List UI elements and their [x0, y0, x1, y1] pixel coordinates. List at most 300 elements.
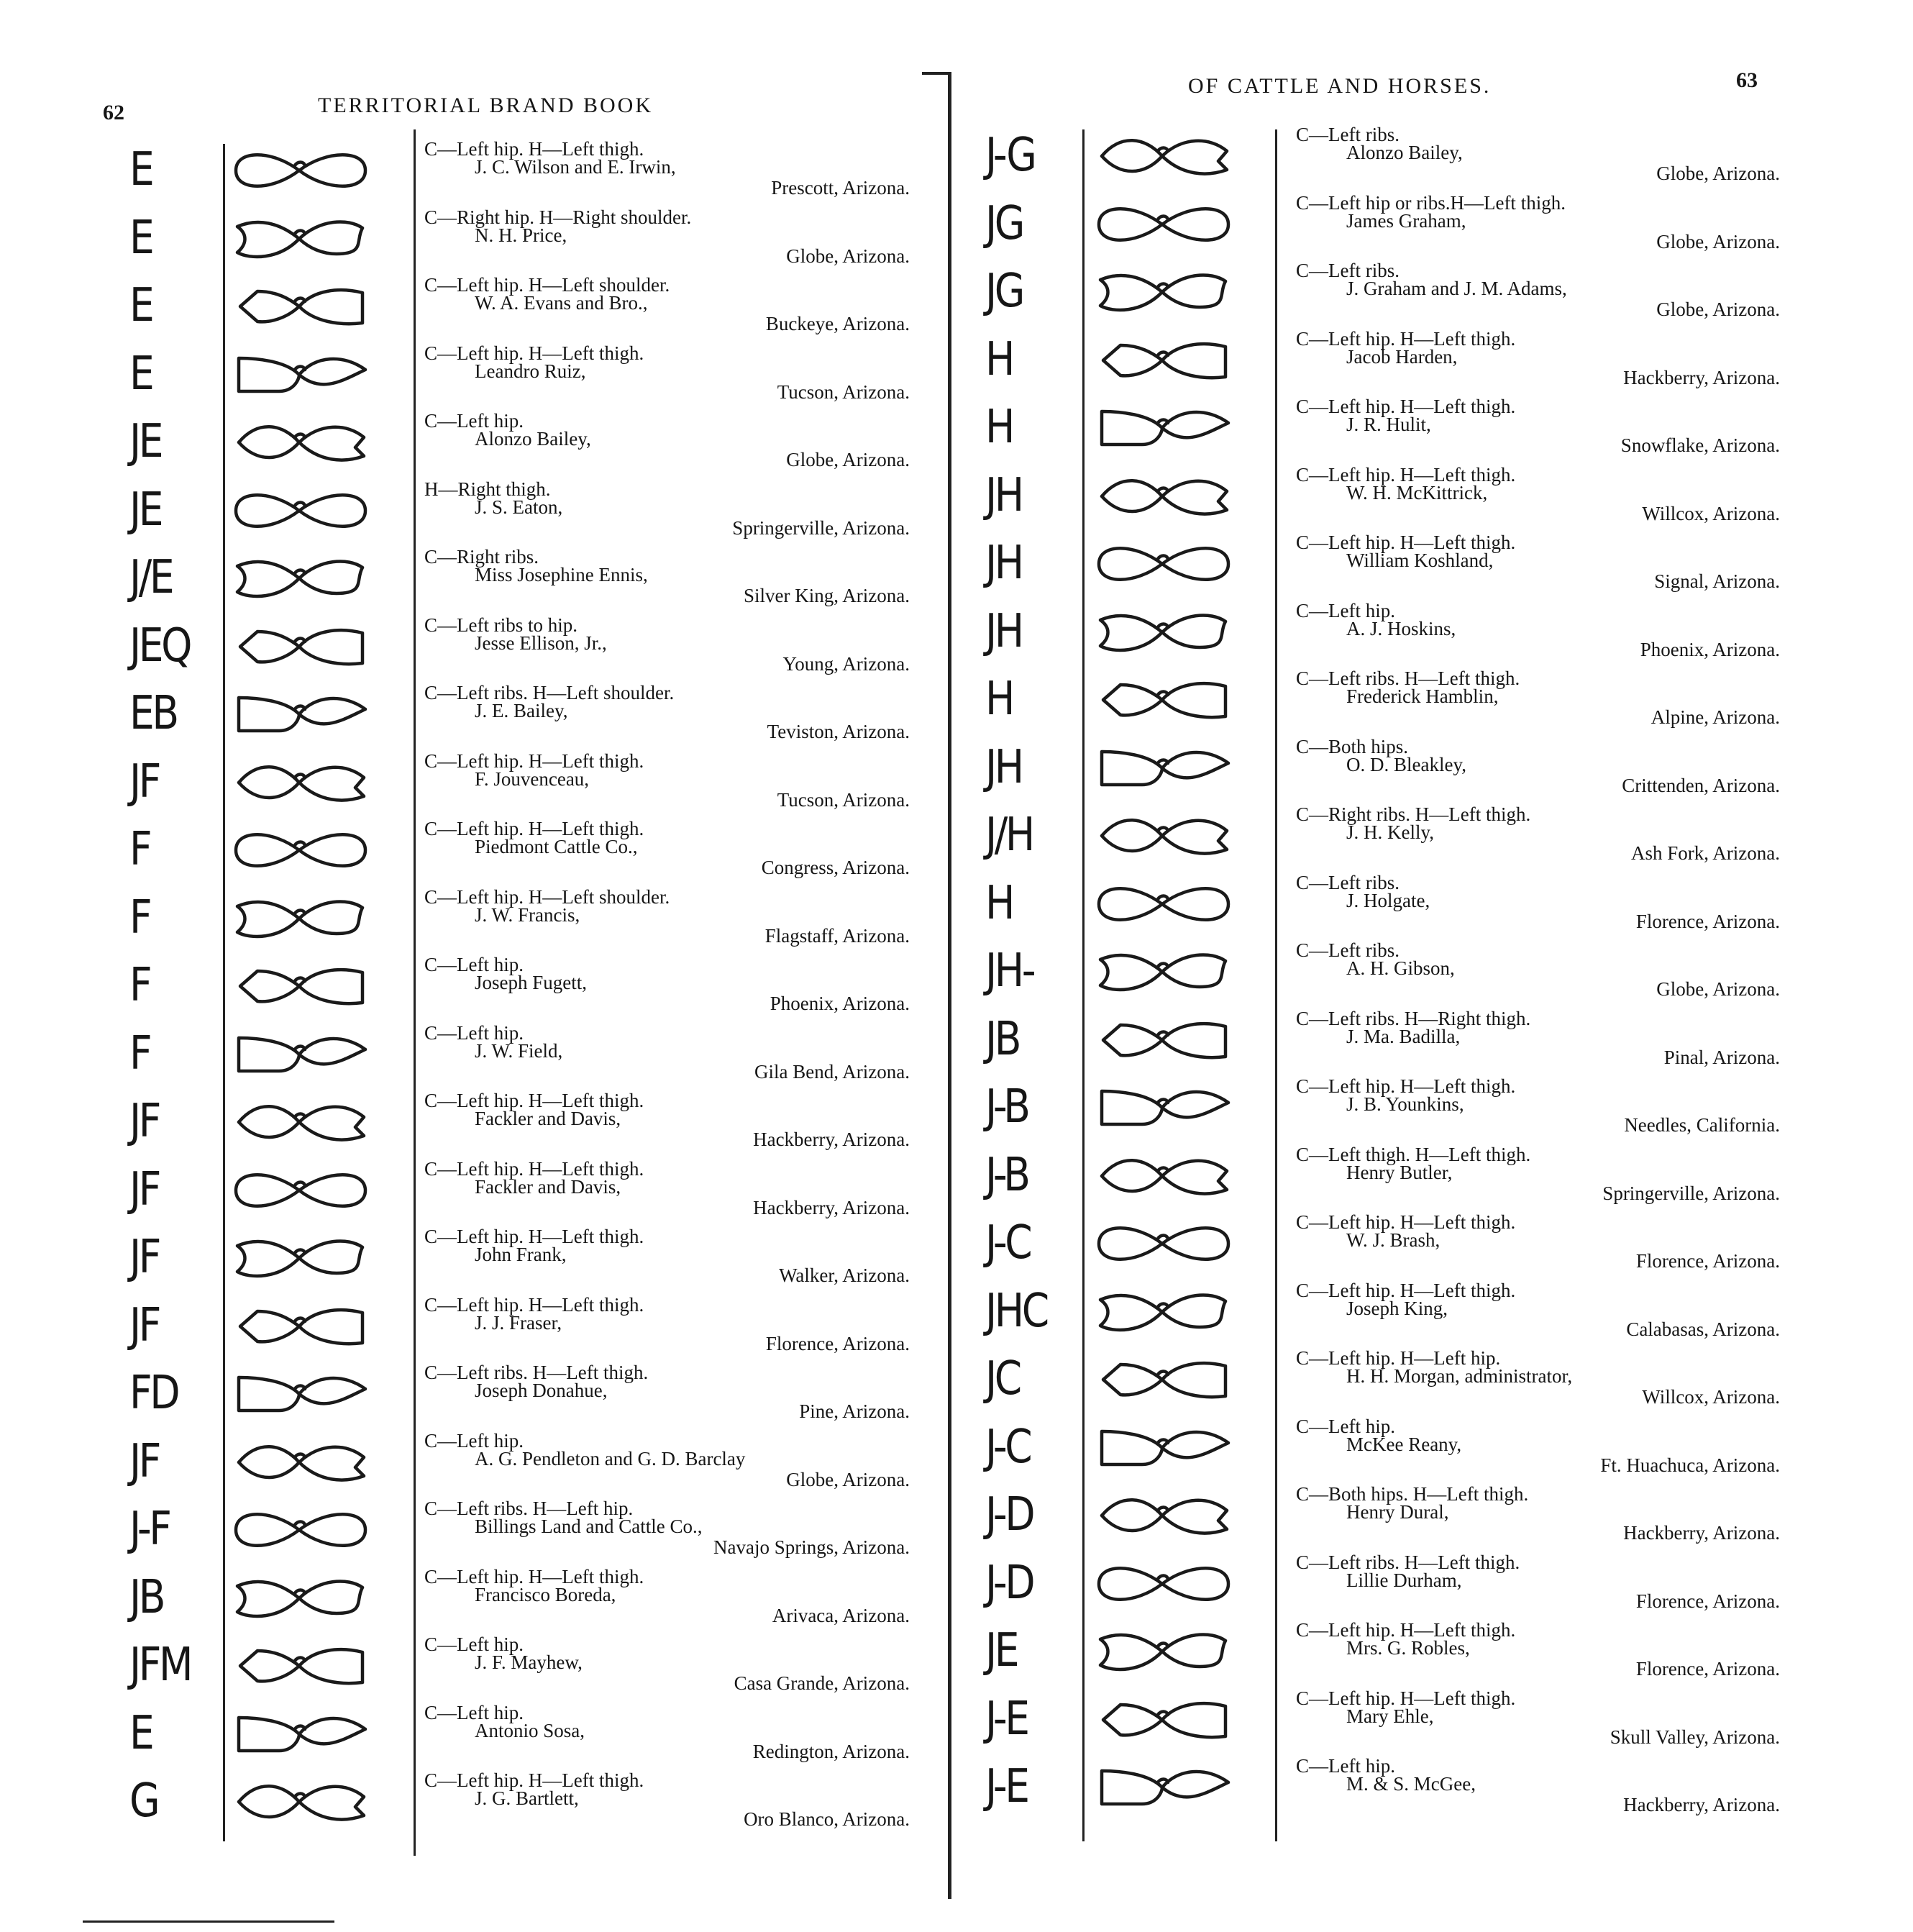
- brand-entry: [985, 1210, 1780, 1280]
- owner-address: Globe, Arizona.: [1656, 163, 1780, 184]
- owner-name: Alonzo Bailey,: [475, 428, 591, 450]
- brand-entry: [985, 122, 1780, 192]
- gutter-rule: [948, 72, 951, 1899]
- owner-name: J. W. Francis,: [475, 903, 580, 926]
- brand-letters: J/H: [985, 808, 1033, 862]
- owner-address: Signal, Arizona.: [1654, 570, 1780, 592]
- brand-location-text: C—Left hip. H—Left thigh.: [424, 749, 644, 772]
- brand-entry: [985, 1142, 1780, 1212]
- brand-letters: J-D: [985, 1488, 1033, 1541]
- brand-entry: [985, 1686, 1780, 1756]
- owner-name: J. H. Kelly,: [1346, 821, 1434, 843]
- ear-mark-icon: [1092, 334, 1236, 387]
- owner-address: Casa Grande, Arizona.: [734, 1672, 910, 1694]
- owner-name: J. E. Bailey,: [475, 700, 568, 721]
- brand-entry: [985, 1414, 1780, 1484]
- ear-mark-icon: [1092, 198, 1236, 251]
- owner-address: Phoenix, Arizona.: [770, 993, 910, 1014]
- ear-mark-icon: [229, 824, 373, 877]
- ear-mark-icon: [1092, 1421, 1236, 1475]
- brand-location-text: C—Left ribs to hip.: [424, 614, 577, 636]
- brand-location-text: C—Left hip. H—Left thigh.: [1296, 463, 1516, 486]
- brand-location-text: C—Left ribs.: [1296, 260, 1400, 281]
- owner-address: Globe, Arizona.: [1656, 230, 1780, 252]
- brand-location-text: C—Left hip.: [424, 1429, 524, 1452]
- owner-address: Florence, Arizona.: [1635, 910, 1780, 932]
- brand-location-text: C—Right hip. H—Right shoulder.: [424, 206, 692, 228]
- brand-letters: E: [129, 347, 152, 401]
- owner-address: Navajo Springs, Arizona.: [713, 1536, 910, 1558]
- brand-entry: [129, 1360, 910, 1430]
- brand-letters: J-D: [985, 1556, 1033, 1610]
- brand-letters: JH: [985, 740, 1022, 794]
- ear-mark-icon: [1092, 606, 1236, 659]
- owner-address: Arivaca, Arizona.: [772, 1604, 910, 1626]
- brand-location-text: C—Left ribs.: [1296, 939, 1400, 961]
- brand-location-text: C—Left thigh. H—Left thigh.: [1296, 1143, 1531, 1165]
- ear-mark-icon: [1092, 945, 1236, 998]
- brand-entry: [129, 1157, 910, 1226]
- brand-letters: J-C: [985, 1216, 1031, 1270]
- brand-letters: JH: [985, 604, 1022, 658]
- owner-name: J. R. Hulit,: [1346, 414, 1431, 435]
- page-header-left: TERRITORIAL BRAND BOOK: [318, 94, 654, 117]
- owner-address: Skull Valley, Arizona.: [1610, 1726, 1780, 1748]
- ear-mark-icon: [229, 620, 373, 673]
- brand-entry: [985, 1550, 1780, 1620]
- brand-letters: J-E: [985, 1760, 1028, 1813]
- brand-letters: JF: [129, 1095, 160, 1148]
- brand-entry: [129, 1496, 910, 1566]
- owner-address: Gila Bend, Arizona.: [754, 1060, 910, 1083]
- brand-letters: E: [129, 1706, 152, 1760]
- brand-location-text: C—Left ribs.: [1296, 871, 1400, 893]
- owner-address: Globe, Arizona.: [786, 449, 910, 470]
- ear-mark-icon: [229, 552, 373, 605]
- owner-address: Hackberry, Arizona.: [1623, 1522, 1780, 1544]
- owner-address: Phoenix, Arizona.: [1640, 638, 1780, 660]
- owner-address: Florence, Arizona.: [1635, 1658, 1780, 1680]
- brand-letters: JC: [985, 1352, 1020, 1405]
- ear-mark-icon: [1092, 878, 1236, 931]
- brand-location-text: C—Left ribs. H—Left thigh.: [1296, 1551, 1520, 1573]
- owner-address: Snowflake, Arizona.: [1620, 434, 1780, 456]
- brand-entry: [985, 1278, 1780, 1348]
- brand-location-text: C—Left hip. H—Left thigh.: [1296, 1075, 1516, 1097]
- brand-letters: JE: [129, 415, 162, 468]
- brand-location-text: C—Left hip. H—Left thigh.: [424, 1293, 644, 1316]
- ear-mark-icon: [1092, 1353, 1236, 1406]
- brand-entry: [129, 613, 910, 683]
- ear-mark-icon: [1092, 470, 1236, 523]
- brand-letters: JH: [985, 537, 1022, 590]
- owner-name: F. Jouvenceau,: [475, 767, 590, 790]
- brand-location-text: C—Left ribs. H—Right thigh.: [1296, 1007, 1531, 1029]
- ear-mark-icon: [1092, 673, 1236, 726]
- brand-location-text: C—Left hip. H—Left thigh.: [424, 342, 644, 364]
- owner-address: Crittenden, Arizona.: [1622, 774, 1780, 796]
- owner-name: Fackler and Davis,: [475, 1175, 621, 1198]
- owner-name: N. H. Price,: [475, 224, 567, 246]
- brand-location-text: C—Left hip. H—Left shoulder.: [424, 885, 670, 908]
- owner-name: J. Holgate,: [1346, 889, 1430, 911]
- brand-location-text: C—Left hip. H—Left thigh.: [424, 138, 644, 160]
- brand-entry: [985, 530, 1780, 600]
- brand-entry: [129, 1768, 910, 1838]
- owner-name: J. F. Mayhew,: [475, 1651, 583, 1673]
- owner-name: Alonzo Bailey,: [1346, 142, 1463, 163]
- owner-name: J. Graham and J. M. Adams,: [1346, 278, 1567, 299]
- owner-name: O. D. Bleakley,: [1346, 753, 1466, 775]
- brand-entry: [985, 394, 1780, 464]
- brand-letters: JE: [129, 483, 162, 537]
- owner-name: A. G. Pendleton and G. D. Barclay: [475, 1447, 746, 1469]
- brand-letters: JFM: [129, 1639, 191, 1692]
- owner-address: Willcox, Arizona.: [1642, 502, 1780, 524]
- owner-address: Pine, Arizona.: [799, 1400, 910, 1422]
- brand-location-text: C—Left hip.: [424, 954, 524, 975]
- brand-location-text: C—Left hip. H—Left shoulder.: [424, 274, 670, 296]
- ear-mark-icon: [1092, 1693, 1236, 1746]
- ear-mark-icon: [229, 1639, 373, 1692]
- ear-mark-icon: [229, 1503, 373, 1557]
- brand-entry: [129, 816, 910, 886]
- owner-name: Joseph King,: [1346, 1297, 1448, 1319]
- brand-entry: [129, 1429, 910, 1498]
- owner-address: Prescott, Arizona.: [771, 177, 910, 199]
- brand-entry: [985, 1006, 1780, 1076]
- ear-mark-icon: [229, 416, 373, 469]
- brand-entry: [985, 666, 1780, 736]
- owner-address: Buckeye, Arizona.: [765, 313, 910, 334]
- brand-letters: JF: [129, 1231, 160, 1284]
- ear-mark-icon: [1092, 809, 1236, 862]
- owner-name: J. B. Younkins,: [1346, 1093, 1464, 1115]
- owner-address: Globe, Arizona.: [1656, 978, 1780, 1000]
- page-number-left: 62: [103, 101, 124, 124]
- brand-letters: J-C: [985, 1420, 1031, 1474]
- brand-letters: G: [129, 1774, 158, 1828]
- right-page-entries: [985, 122, 1780, 1849]
- owner-name: Frederick Hamblin,: [1346, 685, 1499, 707]
- brand-entry: [129, 749, 910, 819]
- owner-name: Joseph Fugett,: [475, 972, 588, 993]
- brand-location-text: C—Left hip. H—Left thigh.: [1296, 532, 1516, 553]
- brand-letters: JF: [129, 755, 160, 808]
- left-page-entries: [129, 137, 910, 1863]
- ear-mark-icon: [229, 1775, 373, 1828]
- brand-letters: H: [985, 876, 1013, 930]
- brand-entry: [129, 1088, 910, 1158]
- ear-mark-icon: [229, 484, 373, 537]
- brand-location-text: C—Left hip.: [1296, 599, 1395, 621]
- ear-mark-icon: [229, 960, 373, 1013]
- ear-mark-icon: [229, 348, 373, 401]
- owner-address: Pinal, Arizona.: [1663, 1046, 1780, 1068]
- bottom-edge-rule: [83, 1920, 334, 1923]
- brand-letters: E: [129, 211, 152, 265]
- brand-letters: JG: [985, 265, 1023, 318]
- brand-location-text: C—Both hips.: [1296, 735, 1409, 757]
- brand-entry: [985, 598, 1780, 668]
- ear-mark-icon: [1092, 1489, 1236, 1542]
- owner-address: Congress, Arizona.: [761, 857, 910, 878]
- owner-address: Needles, California.: [1624, 1114, 1780, 1136]
- brand-location-text: C—Left hip. H—Left thigh.: [1296, 1211, 1516, 1233]
- owner-name: James Graham,: [1346, 209, 1466, 232]
- ear-mark-icon: [229, 1164, 373, 1217]
- owner-address: Hackberry, Arizona.: [753, 1129, 910, 1150]
- brand-entry: [129, 1700, 910, 1770]
- brand-entry: [129, 477, 910, 547]
- brand-location-text: C—Left ribs. H—Left shoulder.: [424, 682, 675, 703]
- ear-mark-icon: [229, 1028, 373, 1081]
- owner-address: Ft. Huachuca, Arizona.: [1600, 1454, 1780, 1476]
- owner-name: M. & S. McGee,: [1346, 1773, 1476, 1795]
- gutter-rule-tick: [922, 72, 951, 75]
- ear-mark-icon: [1092, 1285, 1236, 1339]
- brand-letters: JF: [129, 1298, 160, 1352]
- brand-location-text: C—Left hip. H—Left thigh.: [424, 1226, 644, 1247]
- brand-entry: [129, 680, 910, 750]
- brand-entry: [129, 273, 910, 342]
- ear-mark-icon: [229, 1367, 373, 1421]
- brand-location-text: C—Left hip.: [1296, 1755, 1395, 1777]
- owner-address: Globe, Arizona.: [786, 245, 910, 267]
- brand-location-text: C—Left hip. H—Left thigh.: [424, 1157, 644, 1180]
- brand-location-text: C—Left hip. H—Left thigh.: [424, 818, 644, 839]
- brand-location-text: C—Left hip.: [1296, 1415, 1395, 1437]
- owner-address: Redington, Arizona.: [752, 1740, 910, 1762]
- ear-mark-icon: [229, 280, 373, 333]
- owner-name: W. J. Brash,: [1346, 1229, 1441, 1251]
- owner-name: A. J. Hoskins,: [1346, 617, 1456, 639]
- brand-letters: EB: [129, 687, 177, 740]
- owner-name: J. C. Wilson and E. Irwin,: [475, 156, 676, 178]
- brand-location-text: C—Both hips. H—Left thigh.: [1296, 1483, 1529, 1505]
- owner-name: J. G. Bartlett,: [475, 1787, 579, 1809]
- owner-address: Walker, Arizona.: [779, 1265, 910, 1286]
- owner-address: Teviston, Arizona.: [767, 721, 910, 742]
- owner-name: Mrs. G. Robles,: [1346, 1637, 1470, 1659]
- page-number-right: 63: [1736, 68, 1758, 92]
- ear-mark-icon: [1092, 537, 1236, 591]
- owner-address: Florence, Arizona.: [765, 1332, 910, 1354]
- brand-letters: E: [129, 143, 152, 196]
- owner-name: J. Ma. Badilla,: [1346, 1025, 1461, 1047]
- ear-mark-icon: [229, 212, 373, 265]
- owner-address: Calabasas, Arizona.: [1626, 1318, 1780, 1340]
- ear-mark-icon: [229, 688, 373, 741]
- brand-location-text: C—Left hip. H—Left thigh.: [1296, 327, 1516, 350]
- ear-mark-icon: [1092, 129, 1236, 183]
- owner-address: Hackberry, Arizona.: [753, 1196, 910, 1218]
- ear-mark-icon: [229, 1095, 373, 1149]
- owner-name: Fackler and Davis,: [475, 1108, 621, 1129]
- brand-entry: [985, 734, 1780, 804]
- brand-entry: [129, 544, 910, 614]
- ear-mark-icon: [229, 756, 373, 809]
- ear-mark-icon: [229, 1572, 373, 1625]
- brand-letters: J-F: [129, 1503, 170, 1556]
- ear-mark-icon: [1092, 1149, 1236, 1203]
- brand-entry: [985, 1754, 1780, 1823]
- owner-name: Antonio Sosa,: [475, 1719, 585, 1741]
- brand-letters: F: [129, 959, 150, 1012]
- owner-name: Piedmont Cattle Co.,: [475, 836, 638, 857]
- brand-letters: JF: [129, 1434, 160, 1488]
- owner-address: Flagstaff, Arizona.: [764, 924, 910, 947]
- owner-name: J. W. Field,: [475, 1039, 563, 1062]
- owner-name: Jesse Ellison, Jr.,: [475, 632, 607, 654]
- brand-location-text: C—Left hip. H—Left thigh.: [1296, 1687, 1516, 1709]
- brand-letters: F: [129, 1026, 150, 1080]
- owner-address: Globe, Arizona.: [786, 1468, 910, 1490]
- owner-address: Springerville, Arizona.: [732, 516, 910, 539]
- brand-letters: H: [985, 673, 1013, 726]
- brand-entry: [985, 1346, 1780, 1416]
- owner-name: Francisco Boreda,: [475, 1583, 616, 1605]
- brand-location-text: C—Left hip. H—Left thigh.: [424, 1090, 644, 1111]
- brand-letters: H: [985, 332, 1013, 386]
- brand-entry: [129, 1021, 910, 1090]
- brand-letters: F: [129, 890, 150, 944]
- brand-letters: J-E: [985, 1692, 1028, 1746]
- brand-entry: [985, 327, 1780, 396]
- ear-mark-icon: [1092, 742, 1236, 795]
- brand-letters: JH-: [985, 944, 1034, 998]
- brand-letters: J-B: [985, 1080, 1028, 1134]
- owner-name: Billings Land and Cattle Co.,: [475, 1516, 703, 1537]
- ear-mark-icon: [1092, 1217, 1236, 1270]
- brand-entry: [985, 870, 1780, 940]
- brand-entry: [129, 885, 910, 954]
- brand-location-text: C—Left hip. H—Left thigh.: [1296, 1279, 1516, 1301]
- brand-letters: JB: [129, 1570, 164, 1624]
- brand-location-text: C—Left hip. H—Left thigh.: [424, 1769, 644, 1791]
- brand-location-text: C—Left ribs. H—Left hip.: [424, 1498, 634, 1519]
- brand-location-text: C—Left hip. H—Left thigh.: [1296, 396, 1516, 417]
- owner-name: A. H. Gibson,: [1346, 957, 1455, 979]
- brand-letters: J-G: [985, 129, 1035, 182]
- owner-name: Joseph Donahue,: [475, 1380, 608, 1401]
- owner-name: William Koshland,: [1346, 550, 1494, 571]
- owner-name: Miss Josephine Ennis,: [475, 564, 648, 585]
- brand-letters: JH: [985, 468, 1022, 522]
- ear-mark-icon: [229, 1708, 373, 1761]
- brand-entry: [129, 205, 910, 275]
- brand-entry: [129, 1632, 910, 1702]
- brand-entry: [985, 191, 1780, 260]
- owner-address: Hackberry, Arizona.: [1623, 366, 1780, 388]
- owner-name: McKee Reany,: [1346, 1433, 1462, 1455]
- brand-location-text: C—Left hip.: [424, 1633, 524, 1655]
- owner-name: Henry Butler,: [1346, 1161, 1453, 1183]
- brand-entry: [985, 1074, 1780, 1144]
- page-header-right: OF CATTLE AND HORSES.: [1188, 74, 1492, 98]
- brand-location-text: C—Left hip. H—Left thigh.: [424, 1565, 644, 1587]
- brand-letters: JEQ: [129, 619, 191, 673]
- brand-entry: [985, 802, 1780, 872]
- owner-address: Willcox, Arizona.: [1642, 1386, 1780, 1408]
- brand-letters: JF: [129, 1162, 160, 1216]
- brand-location-text: C—Left hip.: [424, 1021, 524, 1044]
- brand-letters: FD: [129, 1367, 178, 1420]
- brand-location-text: C—Left hip. H—Left thigh.: [1296, 1619, 1516, 1641]
- brand-entry: [985, 938, 1780, 1008]
- brand-entry: [985, 258, 1780, 328]
- owner-address: Springerville, Arizona.: [1602, 1182, 1780, 1204]
- brand-location-text: C—Left hip.: [424, 1701, 524, 1723]
- brand-location-text: C—Left hip.: [424, 410, 524, 432]
- brand-letters: H: [985, 401, 1013, 454]
- owner-name: Mary Ehle,: [1346, 1705, 1434, 1727]
- brand-entry: [129, 137, 910, 206]
- owner-address: Florence, Arizona.: [1635, 1250, 1780, 1272]
- owner-address: Silver King, Arizona.: [744, 585, 910, 606]
- owner-name: W. A. Evans and Bro.,: [475, 292, 648, 314]
- owner-address: Florence, Arizona.: [1635, 1590, 1780, 1612]
- brand-location-text: H—Right thigh.: [424, 478, 551, 500]
- brand-letters: JHC: [985, 1284, 1047, 1338]
- owner-name: W. H. McKittrick,: [1346, 481, 1488, 503]
- ear-mark-icon: [1092, 1625, 1236, 1678]
- ear-mark-icon: [229, 892, 373, 945]
- brand-letters: J/E: [129, 551, 173, 604]
- brand-entry: [129, 409, 910, 478]
- owner-address: Alpine, Arizona.: [1651, 706, 1780, 728]
- brand-location-text: C—Left ribs.: [1296, 124, 1400, 145]
- owner-address: Ash Fork, Arizona.: [1631, 842, 1780, 864]
- owner-name: Henry Dural,: [1346, 1501, 1449, 1523]
- brand-location-text: C—Left ribs. H—Left thigh.: [424, 1362, 649, 1383]
- brand-letters: F: [129, 823, 150, 876]
- ear-mark-icon: [229, 1231, 373, 1285]
- ear-mark-icon: [1092, 401, 1236, 455]
- brand-location-text: C—Left hip or ribs.H—Left thigh.: [1296, 191, 1566, 214]
- ear-mark-icon: [229, 1300, 373, 1353]
- ear-mark-icon: [1092, 265, 1236, 319]
- owner-name: Leandro Ruiz,: [475, 360, 586, 382]
- brand-location-text: C—Left hip. H—Left hip.: [1296, 1347, 1501, 1369]
- brand-letters: JE: [985, 1624, 1018, 1677]
- ear-mark-icon: [1092, 1013, 1236, 1067]
- owner-name: Jacob Harden,: [1346, 345, 1458, 368]
- owner-name: J. J. Fraser,: [475, 1311, 562, 1334]
- brand-letters: J-B: [985, 1148, 1028, 1202]
- brand-entry: [129, 1293, 910, 1362]
- brand-entry: [129, 1564, 910, 1634]
- ear-mark-icon: [229, 1436, 373, 1489]
- owner-address: Globe, Arizona.: [1656, 299, 1780, 320]
- brand-location-text: C—Right ribs.: [424, 546, 539, 568]
- brand-location-text: C—Left ribs. H—Left thigh.: [1296, 667, 1520, 689]
- owner-address: Tucson, Arizona.: [777, 381, 910, 403]
- owner-address: Oro Blanco, Arizona.: [744, 1808, 910, 1830]
- owner-name: Lillie Durham,: [1346, 1569, 1462, 1591]
- brand-entry: [129, 952, 910, 1022]
- brand-letters: E: [129, 279, 152, 332]
- ear-mark-icon: [1092, 1761, 1236, 1814]
- brand-entry: [985, 1482, 1780, 1551]
- ear-mark-icon: [1092, 1081, 1236, 1134]
- owner-address: Young, Arizona.: [782, 652, 910, 675]
- brand-entry: [985, 1618, 1780, 1687]
- brand-letters: JB: [985, 1012, 1020, 1066]
- brand-entry: [985, 463, 1780, 532]
- owner-address: Tucson, Arizona.: [777, 788, 910, 811]
- ear-mark-icon: [1092, 1557, 1236, 1610]
